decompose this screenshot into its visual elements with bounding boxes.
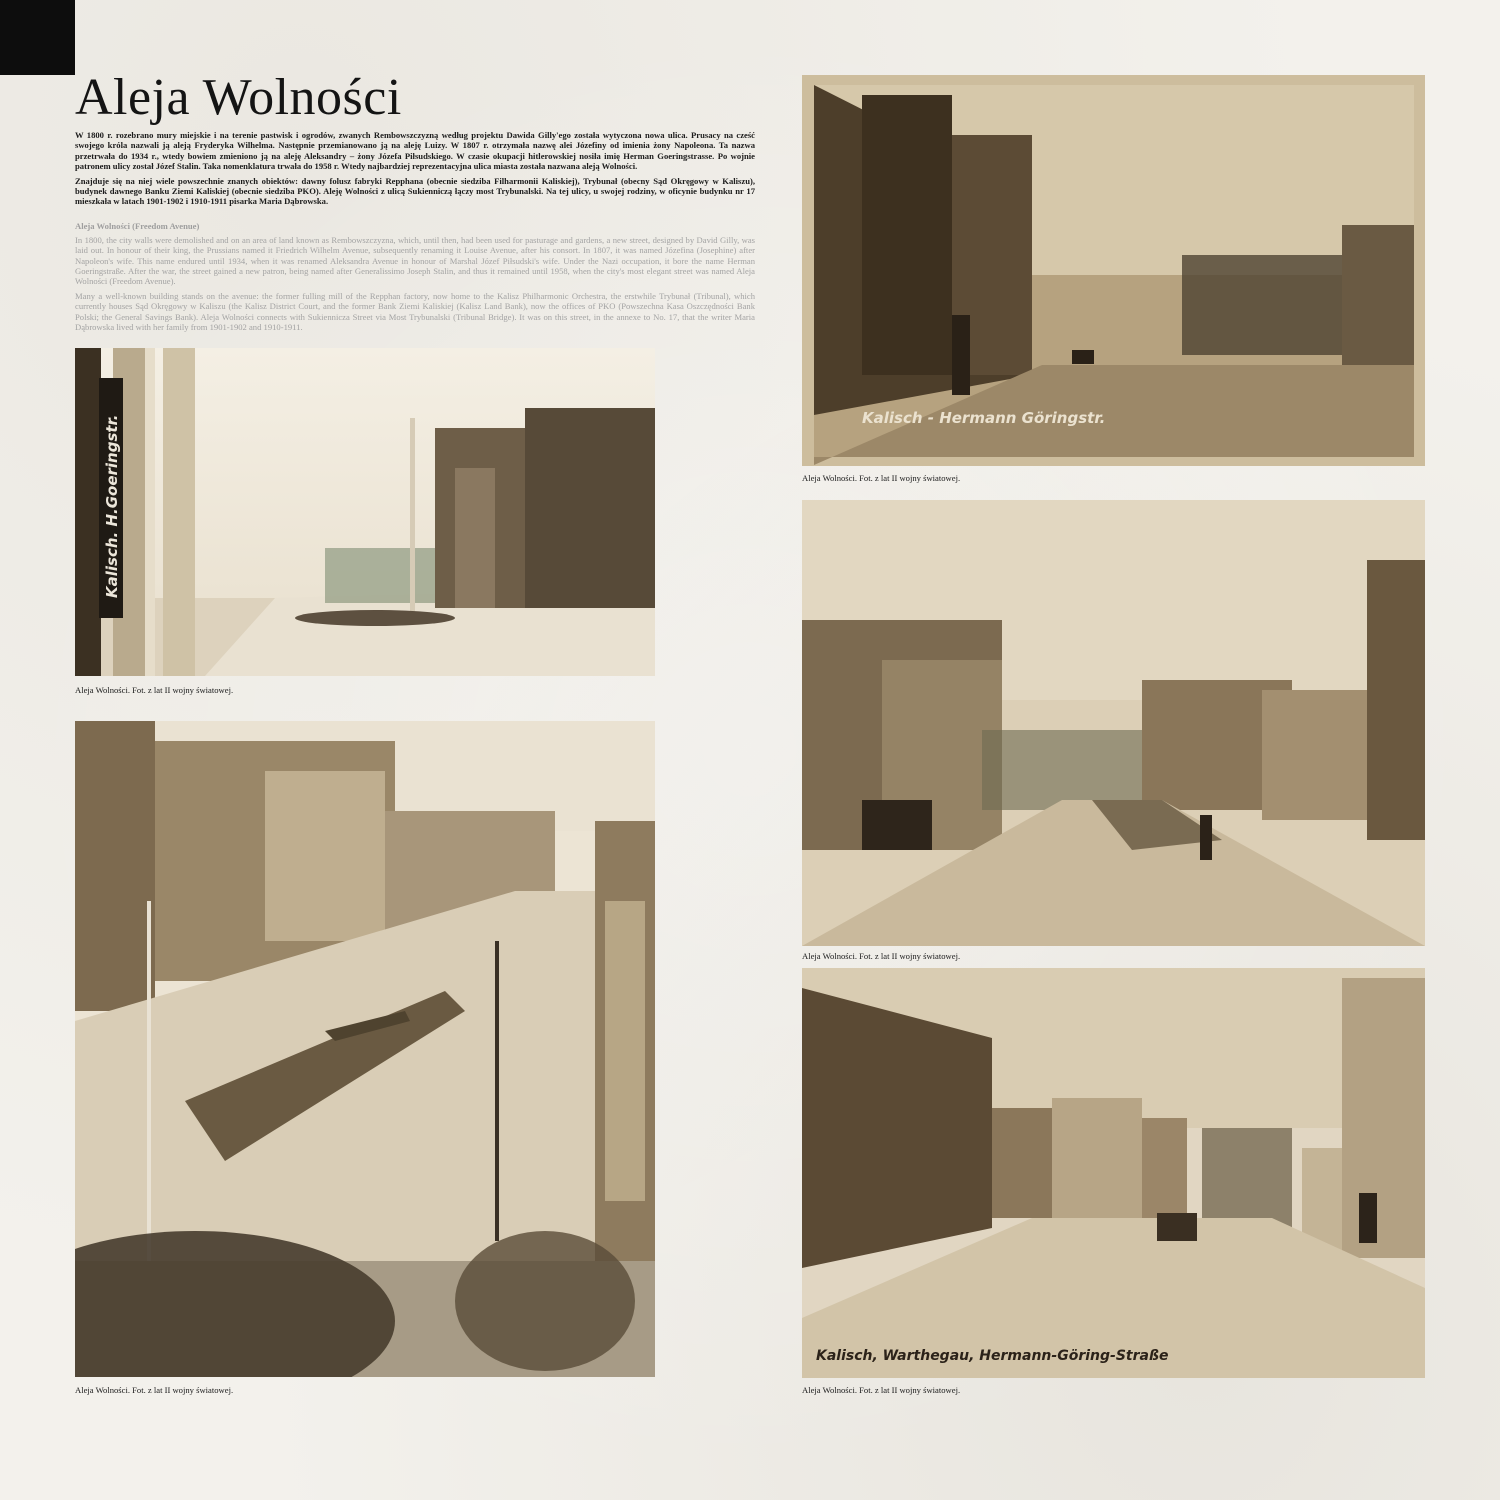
photo-1-inscription: Kalisch. H.Goeringstr. bbox=[103, 414, 121, 598]
photo-5-inscription: Kalisch, Warthegau, Hermann-Göring-Straße bbox=[816, 1348, 1169, 1364]
english-text bbox=[75, 235, 755, 333]
polish-text bbox=[75, 130, 755, 207]
photo-postcard-goeringstr bbox=[802, 75, 1425, 466]
photo-postcard-warthegau bbox=[802, 968, 1425, 1378]
photo-4-caption: Aleja Wolności. Fot. z lat II wojny światowej. bbox=[802, 951, 961, 961]
article-text bbox=[75, 130, 755, 337]
page-title: Aleja Wolności bbox=[75, 69, 402, 126]
photo-3-inscription: Kalisch - Hermann Göringstr. bbox=[862, 409, 1106, 427]
photo-wide-avenue bbox=[802, 500, 1425, 946]
photo-avenue-aerial bbox=[75, 721, 655, 1377]
photo-street-columns bbox=[75, 348, 655, 676]
polish-paragraph-2: Znajduje się na niej wiele powszechnie znanych obiektów: dawny folusz fabryki Repphana (obecnie siedziba Filharmonii Kaliskiej), Trybunał (obecny Sąd Okręgowy w Kaliszu), budynek dawnego Banku Ziemi Kaliskiej (obecnie siedziba PKO). Aleję Wolności z ulicą Sukienniczą łączy most Trybunalski. Na tej ulicy, u swojej rodziny, w oficynie budynku nr 17 mieszkała w latach 1901-1902 i 1910-1911 pisarka Maria Dąbrowska. bbox=[75, 175, 755, 207]
english-paragraph-2: Many a well-known building stands on the avenue: the former fulling mill of the Repphan factory, now home to the Kalisz Philharmonic Orchestra, the erstwhile Trybunał (Tribunal), which currently houses Sąd Okręgowy w Kaliszu (the Kalisz District Court, and the former Bank Ziemi Kaliskiej (Kalisz Land Bank), now the offices of PKO (Powszechna Kasa Oszczędności Bank Polski; the General Savings Bank). Aleja Wolności connects with Sukiennicza Street via Most Trybunalski (Tribunal Bridge). It was on this street, in the annexe to No. 17, that the writer Maria Dąbrowska lived with her family from 1901-1902 and 1910-1911. bbox=[75, 290, 755, 333]
photo-3-caption: Aleja Wolności. Fot. z lat II wojny światowej. bbox=[802, 473, 961, 483]
corner-block bbox=[0, 0, 75, 75]
photo-2-caption: Aleja Wolności. Fot. z lat II wojny światowej. bbox=[75, 1385, 234, 1395]
photo-1-caption: Aleja Wolności. Fot. z lat II wojny światowej. bbox=[75, 685, 234, 695]
english-paragraph-1: In 1800, the city walls were demolished and on an area of land known as Rembowszczyzna, which, until then, had been used for pasturage and gardens, a new street, designed by David Gilly, was laid out. In honour of their king, the Prussians named it Friedrich Wilhelm Avenue, subsequently renaming it Louise Avenue, after his consort. In 1807, it was named Józefina (Josephine) after Napoleon's wife. This name endured until 1934, when it was renamed Aleksandra Avenue in honour of Marshal Józef Piłsudski's wife. Under the Nazi occupation, it bore the name Herman Goeringstraße. After the war, the street gained a new patron, being named after Generalissimo Joseph Stalin, and thus it remained until 1958, when the city's most elegant street was named Aleja Wolności (Freedom Avenue). bbox=[75, 234, 755, 287]
photo-5-caption: Aleja Wolności. Fot. z lat II wojny światowej. bbox=[802, 1385, 961, 1395]
polish-paragraph-1: W 1800 r. rozebrano mury miejskie i na terenie pastwisk i ogrodów, zwanych Rembowszczyzną według projektu Dawida Gilly'ego została wytyczona nowa ulica. Prusacy na cześć swojego króla nazwali ją aleją Fryderyka Wilhelma. Następnie przemianowano ją na aleję Luizy. W 1807 r. otrzymała nazwę alei Józefiny od imienia żony Napoleona. Ta nazwa przetrwała do 1934 r., wtedy bowiem zmieniono ją na aleję Aleksandry – żony Józefa Piłsudskiego. W czasie okupacji hitlerowskiej nosiła imię Herman Goeringstrasse. Po wojnie patronem ulicy został Józef Stalin. Taka nomenklatura trwała do 1958 r. Wtedy najbardziej reprezentacyjna ulica miasta została nazwana aleją Wolności. bbox=[75, 130, 755, 172]
english-heading: Aleja Wolności (Freedom Avenue) bbox=[75, 220, 200, 231]
